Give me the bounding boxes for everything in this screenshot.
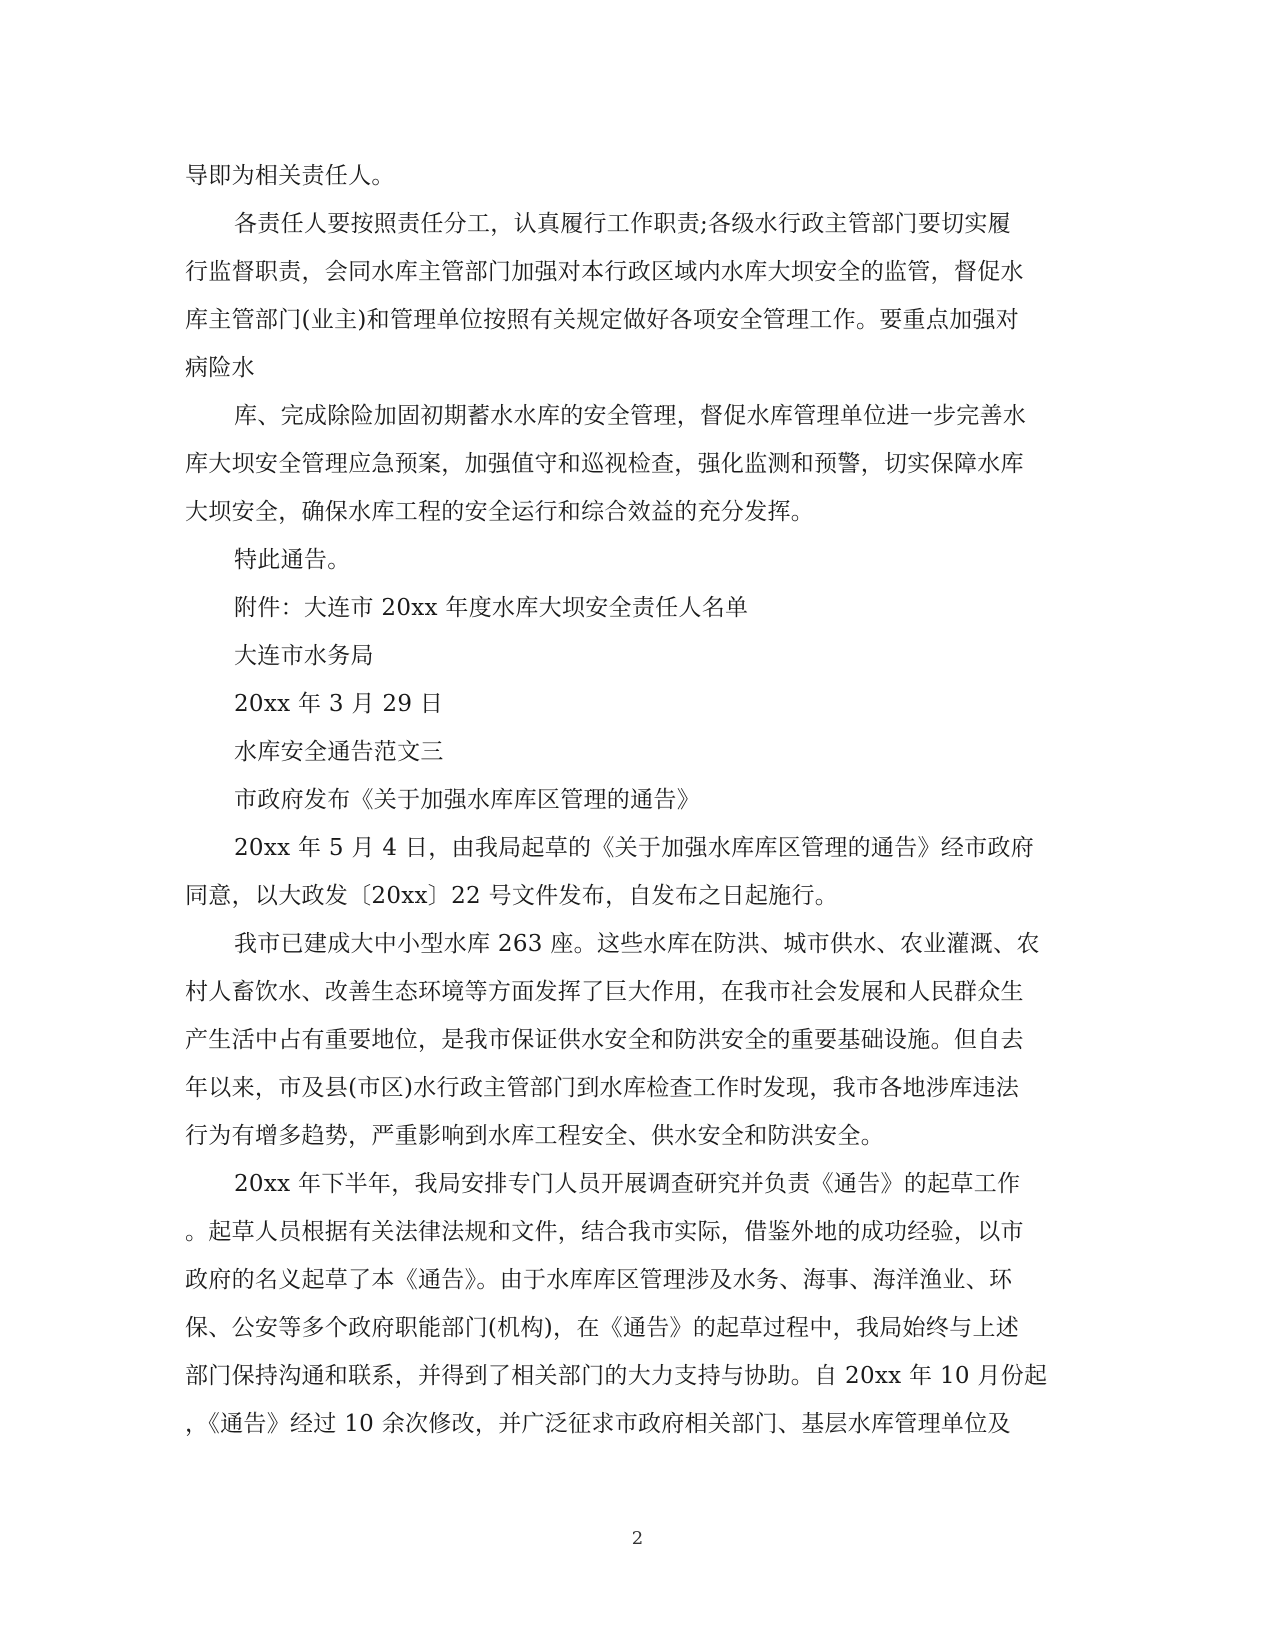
text-line: 年以来，市及县(市区)水行政主管部门到水库检查工作时发现，我市各地涉库违法 — [185, 1075, 1020, 1101]
text-line: 导即为相关责任人。 — [185, 163, 395, 189]
text-line: 行监督职责，会同水库主管部门加强对本行政区域内水库大坝安全的监管，督促水 — [185, 259, 1024, 285]
text-line: 病险水 — [185, 355, 255, 381]
page-number: 2 — [631, 1528, 644, 1549]
section-subtitle: 市政府发布《关于加强水库库区管理的通告》 — [234, 787, 700, 813]
text-line: 村人畜饮水、改善生态环境等方面发挥了巨大作用，在我市社会发展和人民群众生 — [185, 979, 1024, 1005]
text-line: 保、公安等多个政府职能部门(机构)，在《通告》的起草过程中，我局始终与上述 — [185, 1315, 1020, 1341]
attachment-line: 附件：大连市 20xx 年度水库大坝安全责任人名单 — [234, 595, 749, 621]
text-line: 大坝安全，确保水库工程的安全运行和综合效益的充分发挥。 — [185, 499, 815, 525]
text-line: 。起草人员根据有关法律法规和文件，结合我市实际，借鉴外地的成功经验，以市 — [185, 1219, 1024, 1245]
text-line: 行为有增多趋势，严重影响到水库工程安全、供水安全和防洪安全。 — [185, 1123, 884, 1149]
text-line: 我市已建成大中小型水库 263 座。这些水库在防洪、城市供水、农业灌溉、农 — [234, 931, 1040, 957]
text-line: 库主管部门(业主)和管理单位按照有关规定做好各项安全管理工作。要重点加强对 — [185, 307, 1020, 333]
section-title: 水库安全通告范文三 — [234, 739, 444, 765]
text-line: 同意，以大政发〔20xx〕22 号文件发布，自发布之日起施行。 — [185, 883, 839, 909]
issue-date: 20xx 年 3 月 29 日 — [234, 691, 444, 717]
text-line: 20xx 年 5 月 4 日，由我局起草的《关于加强水库库区管理的通告》经市政府 — [234, 835, 1035, 861]
text-line: 政府的名义起草了本《通告》。由于水库库区管理涉及水务、海事、海洋渔业、环 — [185, 1267, 1013, 1293]
text-line: 各责任人要按照责任分工，认真履行工作职责;各级水行政主管部门要切实履 — [234, 211, 1011, 237]
text-line: 部门保持沟通和联系，并得到了相关部门的大力支持与协助。自 20xx 年 10 月份起 — [185, 1363, 1048, 1389]
issuer-name: 大连市水务局 — [234, 643, 374, 669]
text-line: 库、完成除险加固初期蓄水水库的安全管理，督促水库管理单位进一步完善水 — [234, 403, 1027, 429]
text-line: 产生活中占有重要地位，是我市保证供水安全和防洪安全的重要基础设施。但自去 — [185, 1027, 1024, 1053]
text-line: 特此通告。 — [234, 547, 351, 573]
text-line: 库大坝安全管理应急预案，加强值守和巡视检查，强化监测和预警，切实保障水库 — [185, 451, 1024, 477]
text-line: 20xx 年下半年，我局安排专门人员开展调查研究并负责《通告》的起草工作 — [234, 1171, 1021, 1197]
text-line: ，《通告》经过 10 余次修改，并广泛征求市政府相关部门、基层水库管理单位及 — [185, 1411, 1011, 1437]
